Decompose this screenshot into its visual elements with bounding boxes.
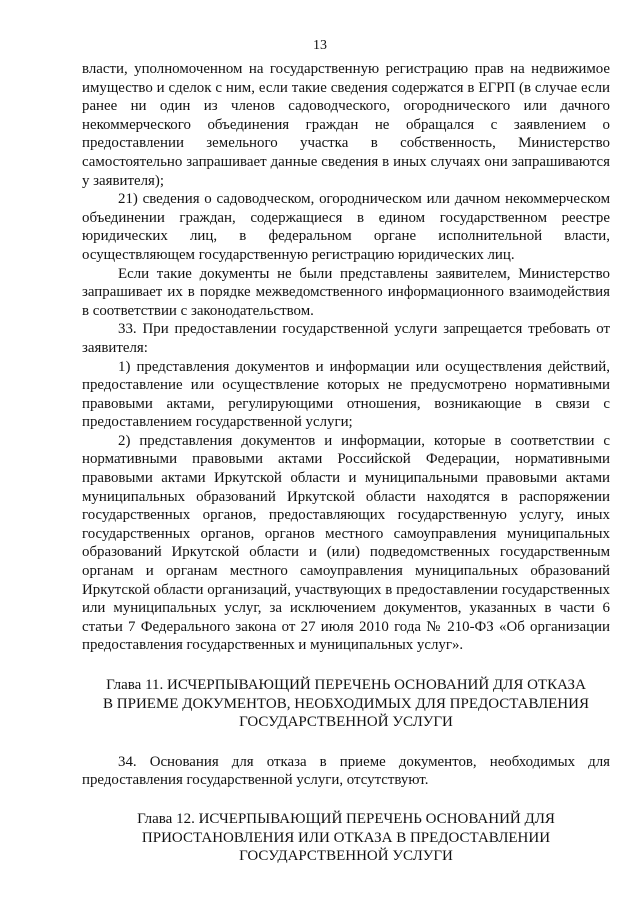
- paragraph-33-item-1: 1) представления документов и информации или осуществления действий, предоставление или осуществление которых не предусмотрено нормативными правовыми актами, регулирующими отношения, возникающие в связи с предоставлением государственной услуги;: [82, 358, 610, 431]
- chapter-12-heading: Глава 12. ИСЧЕРПЫВАЮЩИЙ ПЕРЕЧЕНЬ ОСНОВАНИЙ ДЛЯ ПРИОСТАНОВЛЕНИЯ ИЛИ ОТКАЗА В ПРЕДОСТАВЛЕНИИ ГОСУДАРСТВЕННОЙ УСЛУГИ: [137, 810, 555, 865]
- page-number: 13: [313, 38, 327, 53]
- document-body: [82, 60, 610, 866]
- paragraph-item-21: 21) сведения о садоводческом, огородническом или дачном некоммерческом объединении граждан, содержащиеся в едином государственном реестре юридических лиц, в федеральном органе исполнительной власти, осуществляющем государственную регистрацию юридических лиц.: [82, 191, 610, 263]
- paragraph-34: 34. Основания для отказа в приеме документов, необходимых для предоставления государственной услуги, отсутствуют.: [82, 753, 610, 789]
- chapter-11-heading: Глава 11. ИСЧЕРПЫВАЮЩИЙ ПЕРЕЧЕНЬ ОСНОВАНИЙ ДЛЯ ОТКАЗА В ПРИЕМЕ ДОКУМЕНТОВ, НЕОБХОДИМЫХ ДЛЯ ПРЕДОСТАВЛЕНИЯ ГОСУДАРСТВЕННОЙ УСЛУГИ: [103, 677, 589, 731]
- paragraph-interagency-request: Если такие документы не были представлены заявителем, Министерство запрашивает их в порядке межведомственного информационного взаимодействия в соответствии с законодательством.: [82, 265, 610, 319]
- paragraph-33-item-2: 2) представления документов и информации, которые в соответствии с нормативными правовыми актами Российской Федерации, нормативными правовыми актами Иркутской области и муниципальными правовыми актами муниципальных образований Иркутской области находятся в распоряжении государственных органов, предоставляющих государственную услугу, иных государственных органов, органов местного самоуправления муниципальных образований Иркутской области и (или) подведомственных государственным органам и органам местного самоуправления муниципальных образований Иркутской области организаций, участвующих в предоставлении государственных или муниципальных услуг, за исключением документов, указанных в части 6 статьи 7 Федерального закона от 27 июля 2010 года № 210-ФЗ «Об организации предоставления государственных и муниципальных услуг».: [82, 432, 610, 654]
- paragraph-continuation: власти, уполномоченном на государственную регистрацию прав на недвижимое имущество и сделок с ним, если такие сведения содержатся в ЕГРП (в случае если ранее ни один из членов садоводческого, огороднического или дачного некоммерческого объединения граждан не обращался с заявлением о предоставлении земельного участка в собственность, Министерство самостоятельно запрашивает данные сведения в иных случаях они запрашиваются у заявителя);: [82, 61, 610, 189]
- paragraph-33: 33. При предоставлении государственной услуги запрещается требовать от заявителя:: [82, 321, 610, 356]
